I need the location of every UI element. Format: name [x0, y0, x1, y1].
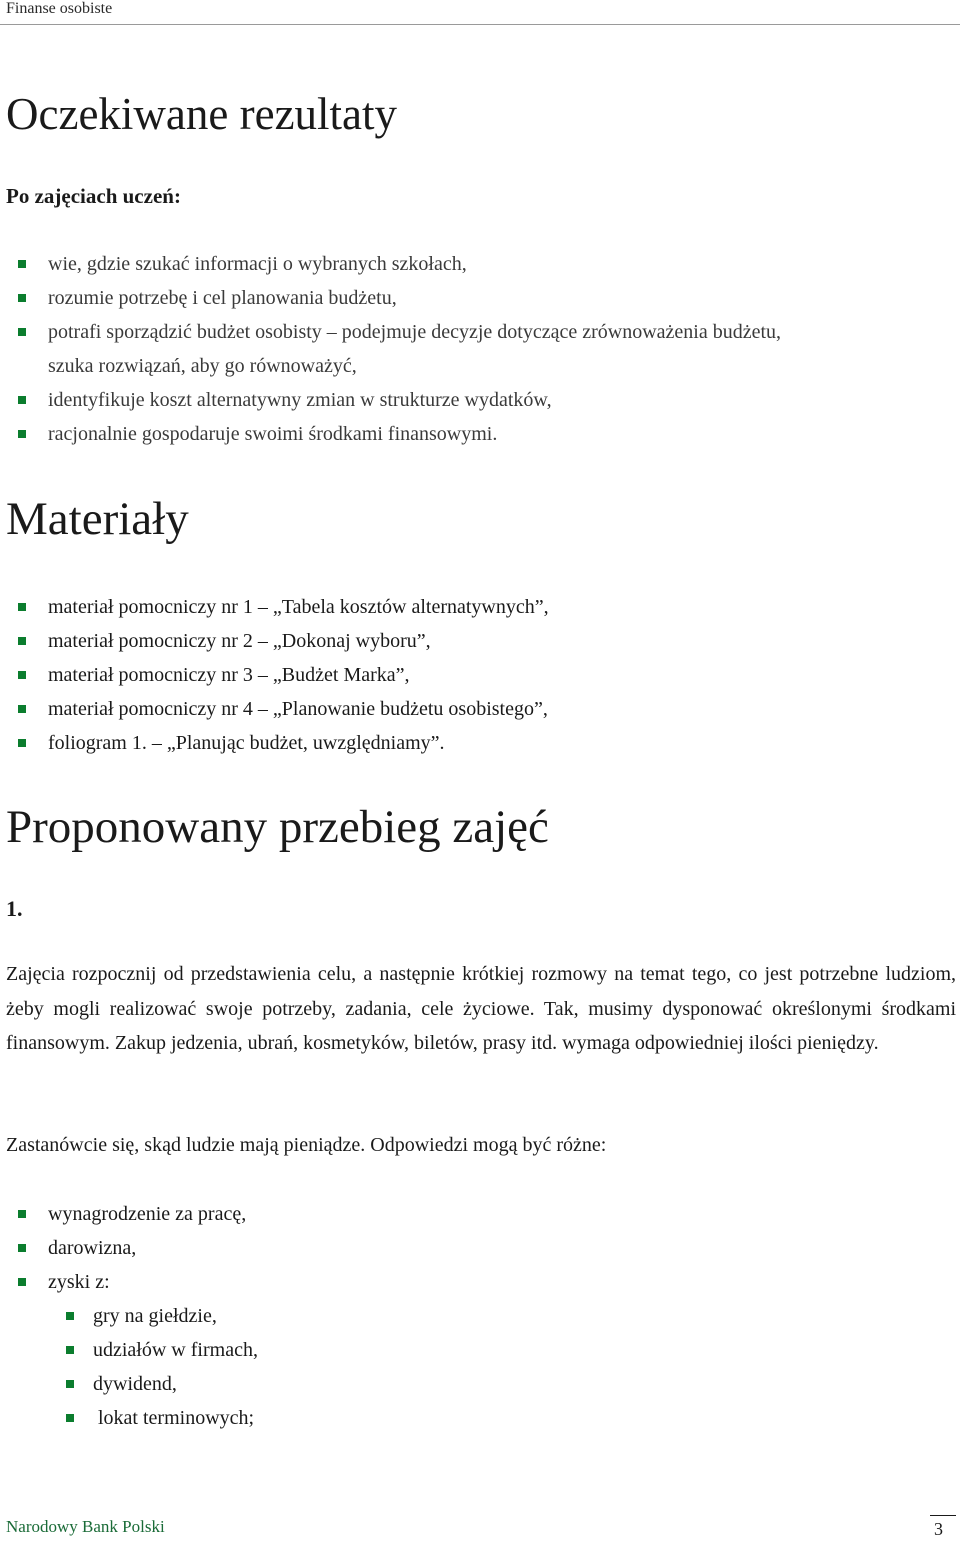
square-bullet-icon [18, 705, 26, 713]
list-item: racjonalnie gospodaruje swoimi środkami finansowymi. [0, 417, 781, 451]
header-divider [0, 24, 960, 25]
square-bullet-icon [18, 739, 26, 747]
square-bullet-icon [18, 328, 26, 336]
list-item: materiał pomocniczy nr 4 – „Planowanie budżetu osobistego”, [0, 692, 549, 726]
income-sources-list [0, 1197, 258, 1435]
section-heading-course: Proponowany przebieg zajęć [6, 801, 549, 853]
list-item: wynagrodzenie za pracę, [0, 1197, 258, 1231]
materials-list [0, 590, 549, 760]
square-bullet-icon [18, 1278, 26, 1286]
sub-list-item: udziałów w firmach, [0, 1333, 258, 1367]
list-item: potrafi sporządzić budżet osobisty – podejmuje decyzje dotyczące zrównoważenia budżetu, [0, 315, 781, 349]
square-bullet-icon [18, 1210, 26, 1218]
list-item: identyfikuje koszt alternatywny zmian w strukturze wydatków, [0, 383, 781, 417]
sub-list-item: gry na giełdzie, [0, 1299, 258, 1333]
sub-list-item: dywidend, [0, 1367, 258, 1401]
running-title: Finanse osobiste [6, 0, 113, 17]
section-heading-materials: Materiały [6, 493, 189, 545]
list-item: materiał pomocniczy nr 2 – „Dokonaj wyboru”, [0, 624, 549, 658]
list-item: zyski z: [0, 1265, 258, 1299]
results-list [0, 247, 781, 451]
square-bullet-icon [66, 1380, 74, 1388]
list-item: foliogram 1. – „Planując budżet, uwzględniamy”. [0, 726, 549, 760]
intro-paragraph: Zajęcia rozpocznij od przedstawienia celu, a następnie krótkiej rozmowy na temat tego, co jest potrzebne ludziom, żeby mogli realizować swoje potrzeby, zadania, cele życiowe. Tak, musimy dysponować określonymi środkami finansowym. Zakup jedzenia, ubrań, kosmetyków, biletów, prasy itd. wymaga odpowiedniej ilości pieniędzy. [6, 963, 956, 1054]
page-number: 3 [934, 1519, 943, 1539]
results-subheading: Po zajęciach uczeń: [6, 184, 181, 208]
square-bullet-icon [66, 1346, 74, 1354]
list-item: materiał pomocniczy nr 3 – „Budżet Marka”, [0, 658, 549, 692]
page-number-rule [930, 1515, 956, 1516]
square-bullet-icon [18, 1244, 26, 1252]
sub-list-item: lokat terminowych; [0, 1401, 258, 1435]
square-bullet-icon [18, 396, 26, 404]
square-bullet-icon [66, 1414, 74, 1422]
list-item-continuation: szuka rozwiązań, aby go równoważyć, [48, 355, 357, 377]
square-bullet-icon [18, 637, 26, 645]
square-bullet-icon [18, 671, 26, 679]
list-item: materiał pomocniczy nr 1 – „Tabela kosztów alternatywnych”, [0, 590, 549, 624]
square-bullet-icon [18, 260, 26, 268]
question-paragraph: Zastanówcie się, skąd ludzie mają pieniądze. Odpowiedzi mogą być różne: [6, 1134, 607, 1156]
square-bullet-icon [66, 1312, 74, 1320]
square-bullet-icon [18, 603, 26, 611]
section-heading-results: Oczekiwane rezultaty [6, 89, 398, 139]
square-bullet-icon [18, 294, 26, 302]
footer-publisher: Narodowy Bank Polski [6, 1517, 165, 1536]
list-item: wie, gdzie szukać informacji o wybranych szkołach, [0, 247, 781, 281]
step-number: 1. [6, 896, 23, 921]
square-bullet-icon [18, 430, 26, 438]
list-item: darowizna, [0, 1231, 258, 1265]
list-item: rozumie potrzebę i cel planowania budżetu, [0, 281, 781, 315]
